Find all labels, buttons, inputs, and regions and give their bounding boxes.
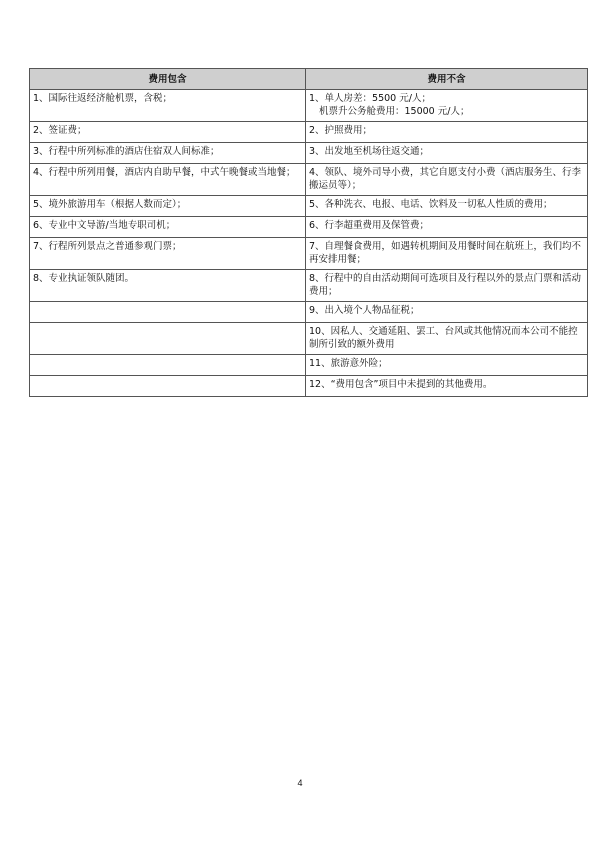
fee-table [29,68,588,397]
excluded-text: 6、行李超重费用及保管费； [309,220,430,231]
table-row [30,196,588,217]
excluded-cell [306,238,588,270]
included-text: 3、行程中所列标准的酒店住宿双人间标准； [33,146,220,157]
excluded-cell [306,143,588,164]
excluded-text: 2、护照费用； [309,125,373,136]
included-text: 7、行程所列景点之普通参观门票； [33,241,182,252]
excluded-text: 10、因私人、交通延阻、罢工、台风或其他情况而本公司不能控制所引致的额外费用 [309,326,578,350]
table-row [30,376,588,397]
included-cell [30,238,306,270]
page-number: 4 [297,778,303,788]
excluded-text: 1、单人房差：5500 元/人； [309,93,431,104]
table-row [30,143,588,164]
table-row [30,323,588,355]
excluded-cell [306,164,588,196]
included-text: 5、境外旅游用车（根据人数而定）； [33,199,187,210]
included-cell [30,164,306,196]
excluded-text: 7、自理餐食费用，如遇转机期间及用餐时间在航班上，我们均不再安排用餐； [309,241,582,265]
excluded-text: 12、“费用包含”项目中未提到的其他费用。 [309,379,493,390]
header-included: 费用包含 [30,69,306,90]
header-excluded: 费用不含 [306,69,588,90]
table-row [30,164,588,196]
table-header-row [30,69,588,90]
included-cell [30,196,306,217]
table-row [30,270,588,302]
excluded-text: 3、出发地至机场往返交通； [309,146,430,157]
included-text: 4、行程中所列用餐，酒店内自助早餐，中式午晚餐或当地餐； [33,167,296,178]
included-text: 1、国际往返经济舱机票，含税； [33,93,173,104]
included-text: 8、专业执证领队随团。 [33,273,135,284]
excluded-text: 8、行程中的自由活动期间可选项目及行程以外的景点门票和活动费用； [309,273,582,297]
included-cell [30,90,306,122]
included-cell [30,323,306,355]
excluded-text: 9、出入境个人物品征税； [309,305,420,316]
excluded-cell [306,302,588,323]
included-cell [30,376,306,397]
excluded-cell [306,122,588,143]
excluded-cell [306,196,588,217]
included-cell [30,217,306,238]
included-cell [30,302,306,323]
included-cell [30,270,306,302]
excluded-cell [306,323,588,355]
table-row [30,302,588,323]
excluded-cell [306,90,588,122]
table-row [30,90,588,122]
excluded-cell [306,376,588,397]
table-row [30,355,588,376]
excluded-cell [306,355,588,376]
excluded-text: 机票升公务舱费用：15000 元/人； [319,106,470,117]
included-cell [30,122,306,143]
table-row [30,122,588,143]
table-row [30,238,588,270]
excluded-cell [306,270,588,302]
included-cell [30,143,306,164]
excluded-text: 11、旅游意外险； [309,358,388,369]
included-text: 6、专业中文导游/当地专职司机； [33,220,176,231]
included-text: 2、签证费； [33,125,87,136]
excluded-cell [306,217,588,238]
table-row [30,217,588,238]
included-cell [30,355,306,376]
excluded-text: 5、各种洗衣、电报、电话、饮料及一切私人性质的费用； [309,199,553,210]
excluded-text: 4、领队、境外司导小费，其它自愿支付小费（酒店服务生、行李搬运员等）； [309,167,582,191]
